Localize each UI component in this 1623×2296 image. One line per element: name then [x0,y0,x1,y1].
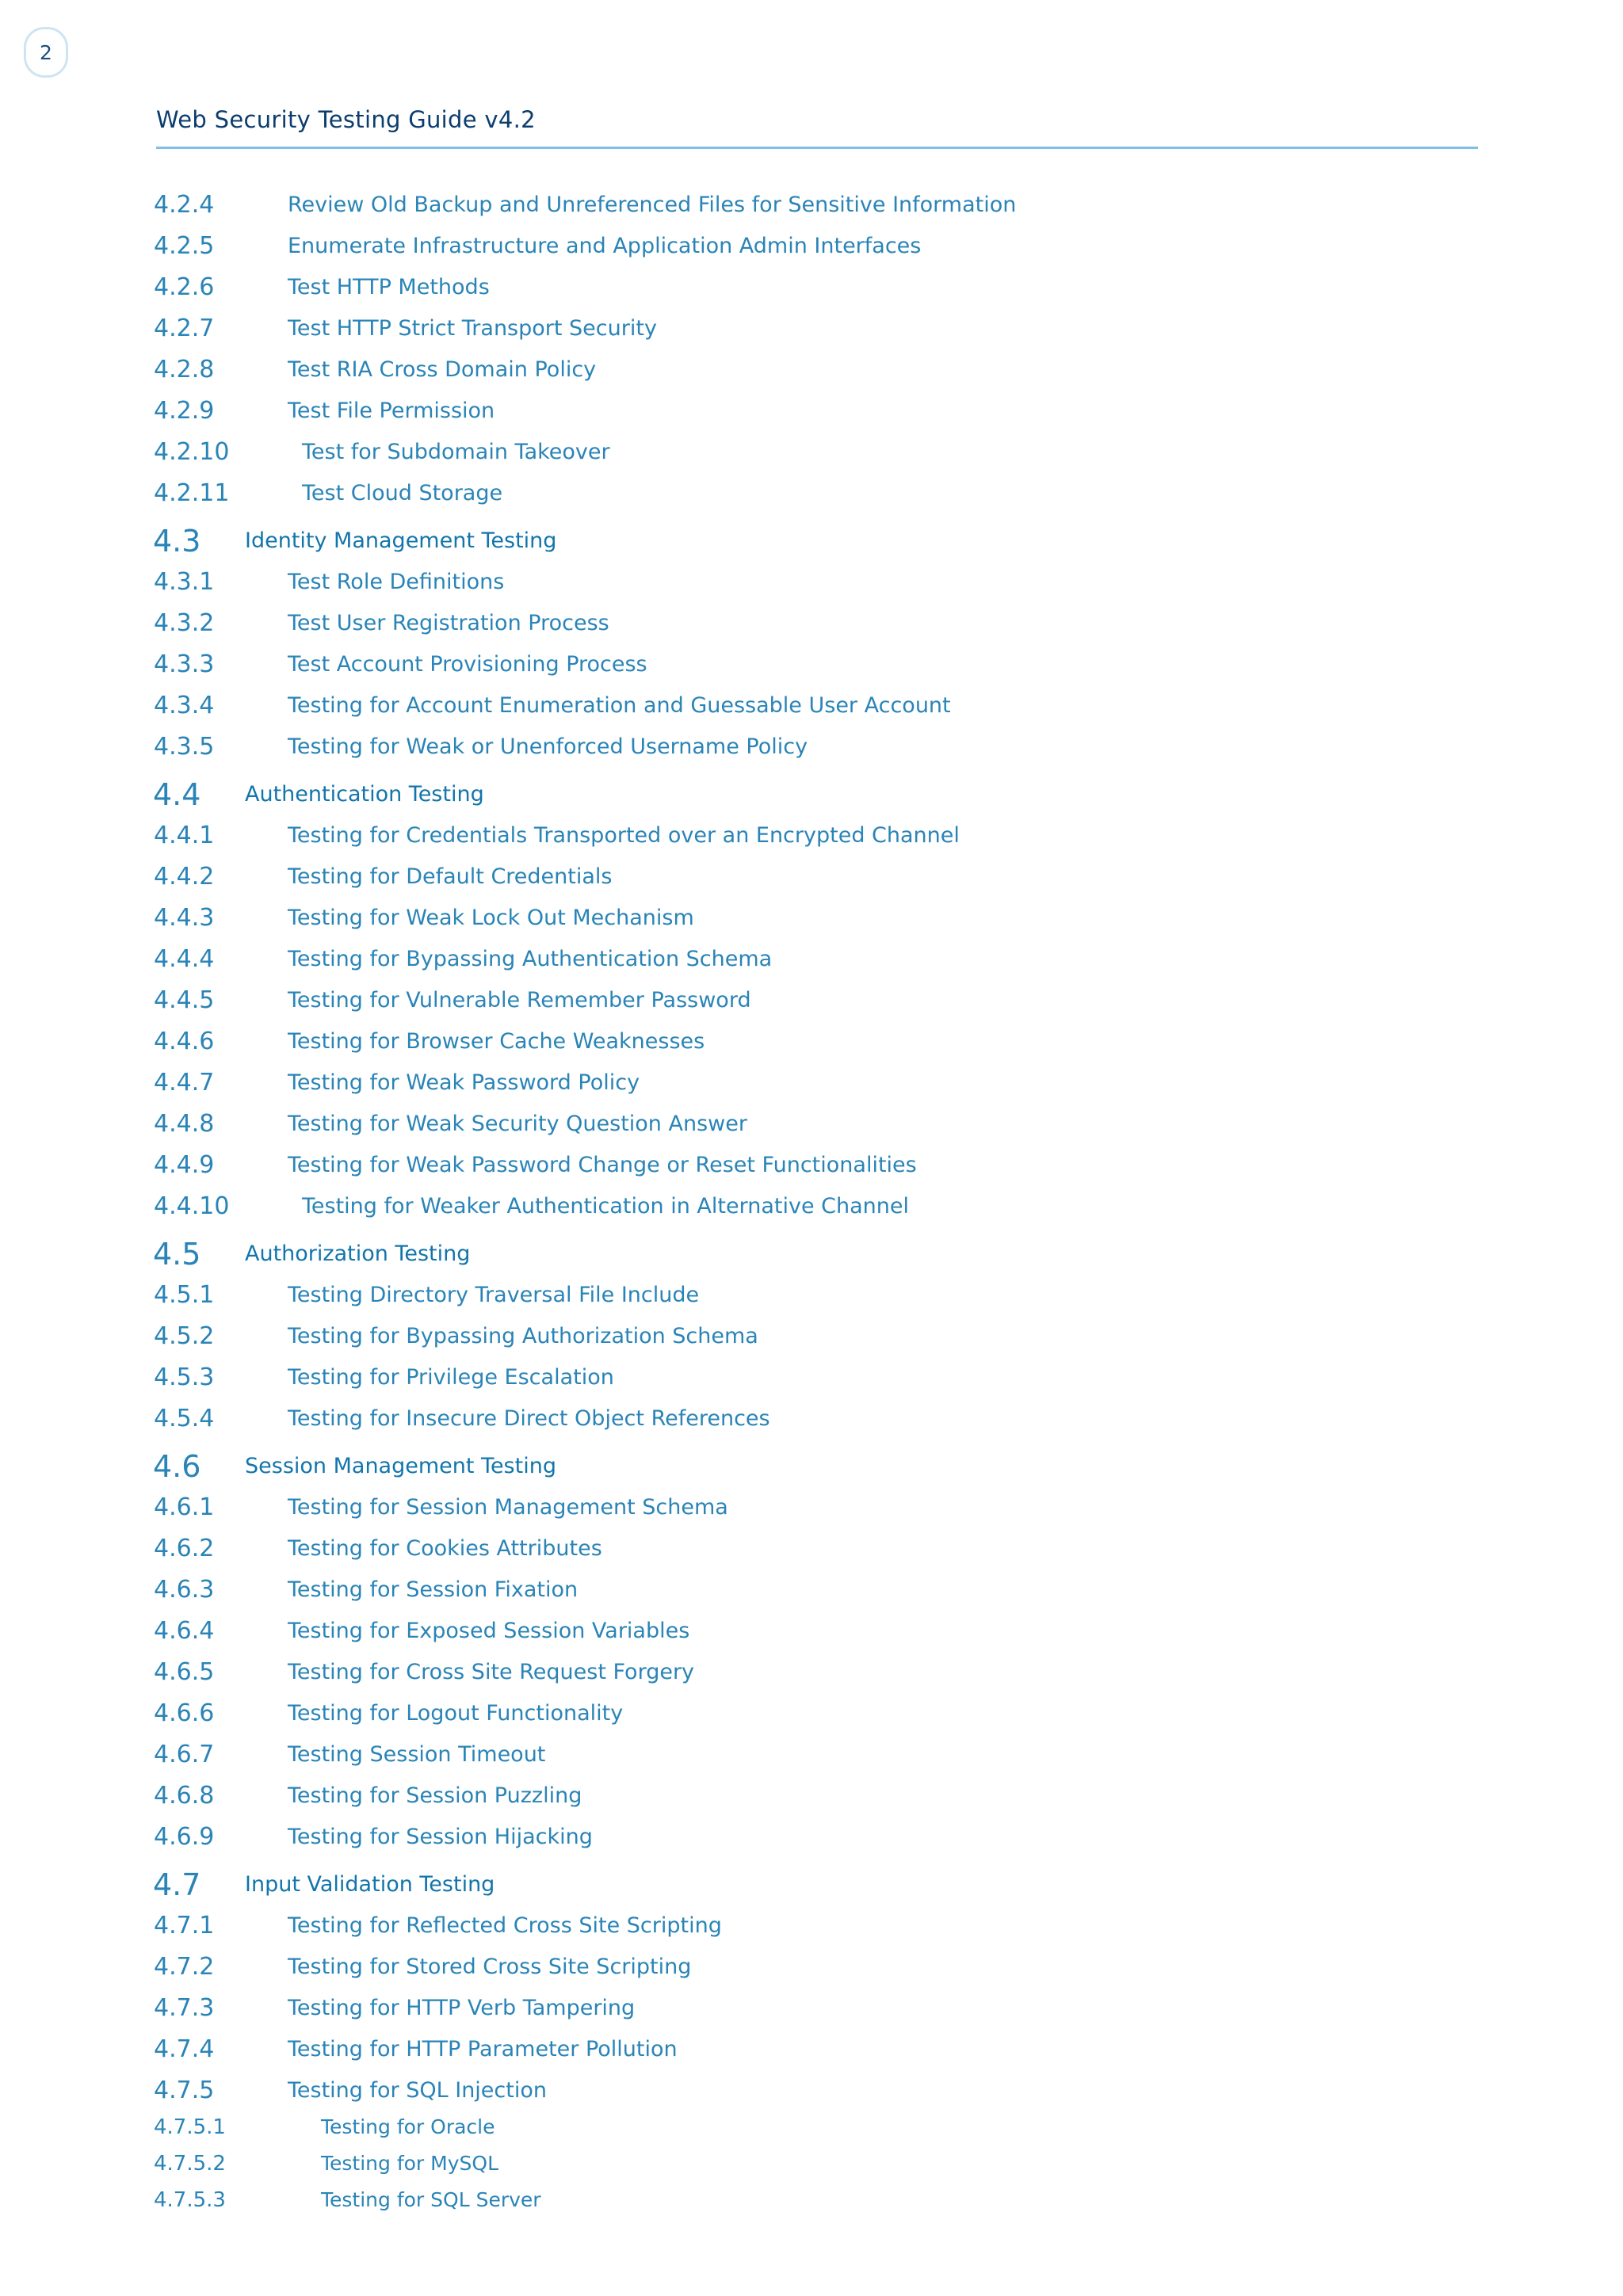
toc-entry[interactable] [0,857,1506,897]
toc-entry-title: Test Cloud Storage [302,481,503,505]
toc-entry-title: Testing for Weak Password Change or Reset Functionalities [288,1153,917,1177]
toc-entry-number: 4.4.2 [154,863,215,891]
toc-entry[interactable] [0,563,1506,602]
toc-entry-number: 4.7.2 [154,1953,215,1981]
toc-entry-number: 4.3.1 [154,568,215,596]
toc-entry-title: Test Account Provisioning Process [288,652,647,677]
toc-entry[interactable] [0,1947,1506,1987]
toc-entry-number: 4.6.4 [154,1617,215,1645]
toc-entry-number: 4.5.4 [154,1405,215,1432]
toc-entry-number: 4.7.4 [154,2035,215,2063]
toc-entry-title: Testing for Privilege Escalation [288,1365,614,1390]
toc-entry-title: Testing for Default Credentials [288,864,613,889]
toc-entry-title: Testing for Weak Lock Out Mechanism [288,906,694,930]
toc-entry[interactable] [0,1146,1506,1185]
toc-entry[interactable] [0,227,1506,266]
toc-entry-title: Testing for Session Management Schema [288,1495,728,1520]
toc-entry-number: 4.2.6 [154,273,215,301]
toc-entry[interactable] [0,350,1506,390]
toc-entry[interactable] [0,1488,1506,1527]
toc-entry-title: Testing for HTTP Verb Tampering [288,1996,636,2020]
toc-entry-title: Review Old Backup and Unreferenced Files for Sensitive Information [288,193,1017,217]
toc-entry[interactable] [0,1529,1506,1569]
toc-entry-number: 4.7.1 [154,1912,215,1939]
toc-entry[interactable] [0,1776,1506,1816]
toc-entry[interactable] [0,1104,1506,1144]
document-title: Web Security Testing Guide v4.2 [156,106,536,133]
toc-entry[interactable] [0,1906,1506,1946]
toc-entry-title: Testing for Weak or Unenforced Username Policy [288,734,808,759]
toc-entry[interactable] [0,1399,1506,1439]
toc-entry-number: 4.7.5.1 [154,2115,226,2139]
toc-entry[interactable] [0,727,1506,767]
toc-entry-number: 4.6.8 [154,1782,215,1810]
toc-entry-title: Session Management Testing [245,1454,556,1478]
toc-entry[interactable] [0,1817,1506,1857]
toc-entry-number: 4.2.5 [154,232,215,260]
toc-entry[interactable] [0,1063,1506,1103]
toc-entry-number: 4.2.9 [154,397,215,425]
toc-entry-title: Testing for Session Puzzling [288,1783,582,1808]
toc-entry-title: Testing Session Timeout [288,1742,546,1767]
toc-entry[interactable] [0,1317,1506,1356]
toc-entry-title: Testing for Account Enumeration and Guessable User Account [288,693,951,718]
toc-entry-title: Test File Permission [288,399,495,423]
toc-entry-number: 4.3 [153,524,201,559]
toc-entry-title: Testing for Cross Site Request Forgery [288,1660,695,1684]
toc-entry-title: Test for Subdomain Takeover [302,440,610,464]
toc-entry[interactable] [0,2107,1506,2147]
toc-entry-title: Testing for Weak Security Question Answer [288,1112,747,1136]
toc-entry-number: 4.5.1 [154,1281,215,1309]
toc-entry-number: 4.2.8 [154,356,215,383]
toc-entry-title: Testing for Logout Functionality [288,1701,624,1726]
toc-entry-number: 4.4.6 [154,1028,215,1055]
toc-entry-title: Authentication Testing [245,782,484,807]
toc-entry[interactable] [0,2071,1506,2111]
toc-entry[interactable] [0,309,1506,349]
toc-entry-title: Testing Directory Traversal File Include [288,1283,700,1307]
toc-entry[interactable] [0,391,1506,431]
toc-entry-number: 4.4.9 [154,1151,215,1179]
toc-entry[interactable] [0,474,1506,513]
toc-entry-number: 4.7.5.2 [154,2152,226,2176]
toc-entry-title: Test HTTP Strict Transport Security [288,316,657,341]
toc-entry-number: 4.7.3 [154,1994,215,2022]
toc-entry-title: Testing for Insecure Direct Object References [288,1406,770,1431]
toc-entry-number: 4.2.11 [154,479,230,507]
toc-entry[interactable] [0,433,1506,472]
toc-entry-number: 4.6.5 [154,1658,215,1686]
toc-entry-title: Testing for SQL Server [321,2188,541,2211]
toc-entry-title: Input Validation Testing [245,1872,495,1897]
toc-entry[interactable] [0,775,1506,814]
toc-entry-title: Identity Management Testing [245,528,557,553]
toc-entry-title: Testing for Oracle [321,2115,495,2138]
toc-entry-title: Testing for Vulnerable Remember Password [288,988,751,1013]
toc-entry-number: 4.6.2 [154,1535,215,1562]
toc-entry[interactable] [0,1276,1506,1315]
toc-entry[interactable] [0,604,1506,643]
toc-entry-number: 4.6 [153,1449,201,1484]
toc-entry[interactable] [0,1358,1506,1398]
toc-entry-number: 4.6.6 [154,1699,215,1727]
toc-entry[interactable] [0,2180,1506,2220]
toc-entry[interactable] [0,2030,1506,2069]
toc-entry-title: Test Role Definitions [288,570,505,594]
toc-entry-title: Testing for HTTP Parameter Pollution [288,2037,678,2061]
toc-entry[interactable] [0,1022,1506,1062]
toc-entry-number: 4.7 [153,1867,201,1902]
toc-entry-number: 4.3.4 [154,692,215,719]
toc-entry-title: Enumerate Infrastructure and Application Admin Interfaces [288,234,922,258]
toc-entry[interactable] [0,1447,1506,1486]
toc-entry-number: 4.7.5.3 [154,2188,226,2212]
toc-entry[interactable] [0,1735,1506,1775]
toc-entry-title: Testing for Credentials Transported over an Encrypted Channel [288,823,960,848]
toc-entry[interactable] [0,1865,1506,1905]
toc-entry-title: Testing for Session Hijacking [288,1825,593,1849]
toc-entry-number: 4.4 [153,777,201,812]
toc-entry-number: 4.3.5 [154,733,215,761]
page-number: 2 [40,40,52,64]
toc-entry[interactable] [0,2144,1506,2183]
toc-entry-number: 4.4.5 [154,986,215,1014]
toc-entry-number: 4.4.3 [154,904,215,932]
toc-entry[interactable] [0,1234,1506,1274]
toc-entry-title: Testing for Bypassing Authentication Schema [288,947,773,971]
toc-entry-title: Testing for MySQL [321,2152,498,2175]
toc-entry[interactable] [0,981,1506,1020]
toc-entry-title: Testing for Exposed Session Variables [288,1619,690,1643]
toc-entry[interactable] [0,1653,1506,1692]
toc-entry-title: Testing for Cookies Attributes [288,1536,602,1561]
toc-entry[interactable] [0,521,1506,561]
toc-entry[interactable] [0,686,1506,726]
toc-entry-title: Testing for Bypassing Authorization Schema [288,1324,758,1348]
toc-entry-number: 4.2.4 [154,191,215,219]
toc-entry-number: 4.5.3 [154,1363,215,1391]
toc-entry[interactable] [0,1694,1506,1733]
toc-entry-title: Testing for Browser Cache Weaknesses [288,1029,705,1054]
toc-entry-number: 4.2.7 [154,315,215,342]
toc-entry-title: Testing for Reflected Cross Site Scripting [288,1913,722,1938]
toc-entry[interactable] [0,816,1506,856]
toc-entry[interactable] [0,1187,1506,1226]
toc-entry[interactable] [0,1570,1506,1610]
toc-entry-title: Testing for Stored Cross Site Scripting [288,1955,692,1979]
toc-entry-number: 4.5.2 [154,1322,215,1350]
toc-entry-number: 4.4.7 [154,1069,215,1097]
toc-entry-title: Testing for Weak Password Policy [288,1070,640,1095]
toc-entry-number: 4.4.1 [154,822,215,849]
toc-entry-title: Testing for SQL Injection [288,2078,547,2103]
toc-entry[interactable] [0,898,1506,938]
toc-entry[interactable] [0,268,1506,307]
toc-entry-title: Testing for Weaker Authentication in Alternative Channel [302,1194,909,1219]
toc-entry-title: Authorization Testing [245,1241,471,1266]
toc-entry-number: 4.6.3 [154,1576,215,1604]
toc-entry-number: 4.3.3 [154,650,215,678]
toc-entry-number: 4.6.9 [154,1823,215,1851]
toc-entry-number: 4.4.8 [154,1110,215,1138]
toc-entry[interactable] [0,1989,1506,2028]
toc-entry-number: 4.5 [153,1237,201,1272]
toc-entry-title: Testing for Session Fixation [288,1577,579,1602]
toc-entry-title: Test User Registration Process [288,611,609,635]
toc-entry[interactable] [0,185,1506,225]
toc-entry[interactable] [0,940,1506,979]
toc-entry-number: 4.4.4 [154,945,215,973]
toc-entry-number: 4.3.2 [154,609,215,637]
toc-entry[interactable] [0,645,1506,685]
toc-entry-title: Test RIA Cross Domain Policy [288,357,597,382]
toc-entry[interactable] [0,1611,1506,1651]
toc-entry-number: 4.4.10 [154,1192,230,1220]
toc-entry-number: 4.6.1 [154,1493,215,1521]
toc-entry-title: Test HTTP Methods [288,275,490,299]
toc-entry-number: 4.6.7 [154,1741,215,1768]
toc-entry-number: 4.2.10 [154,438,230,466]
toc-entry-number: 4.7.5 [154,2077,215,2104]
